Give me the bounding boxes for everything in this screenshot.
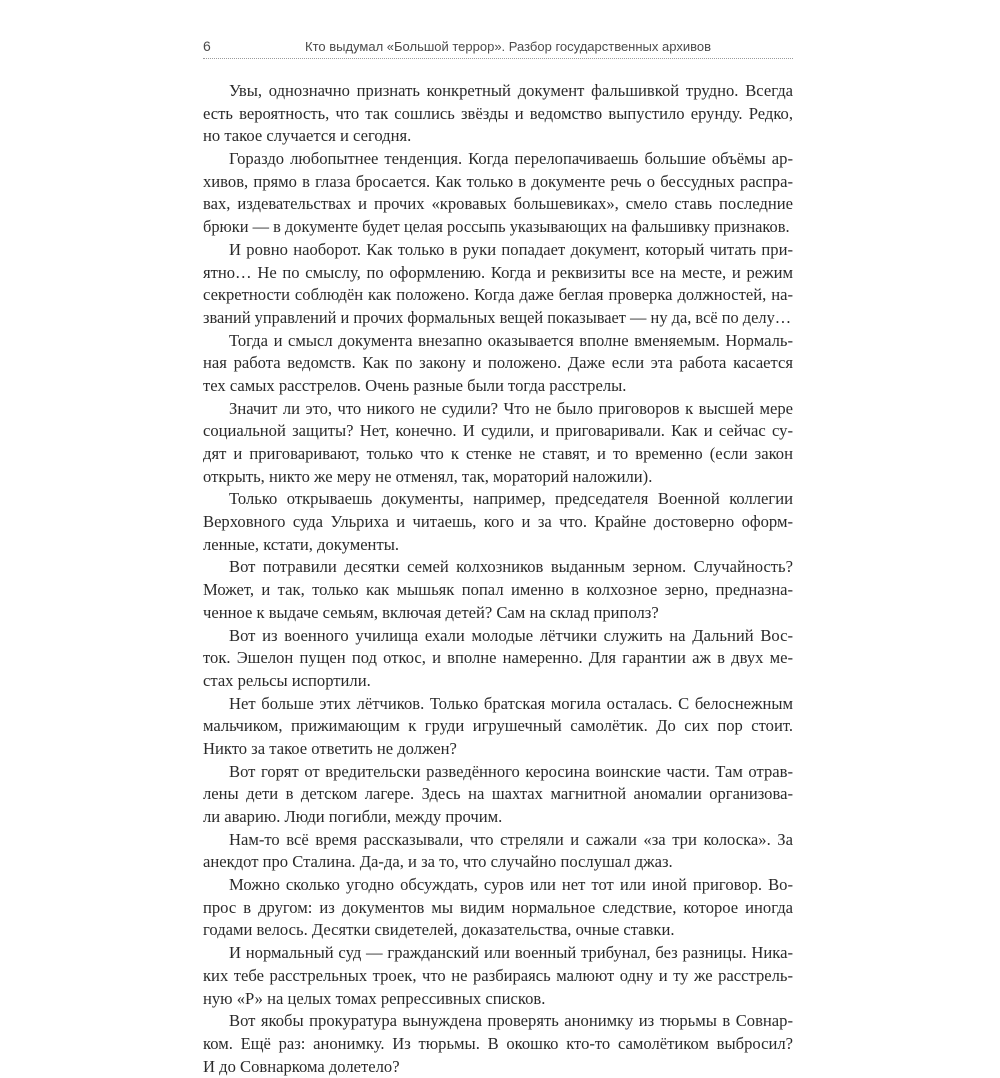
- page-number: 6: [203, 38, 211, 54]
- text-line: И нормальный суд — гражданский или военный трибунал, без разницы. Ника-: [229, 943, 793, 963]
- text-line: Никто за такое ответить не должен?: [203, 738, 457, 758]
- paragraph: [203, 80, 793, 148]
- text-line: Вот горят от вредительски разведённого керосина воинские части. Там отрав-: [229, 761, 793, 781]
- text-line: ленные, кстати, документы.: [203, 534, 399, 554]
- text-line: Верховного суда Ульриха и читаешь, кого и за что. Крайне достоверно оформ-: [203, 512, 793, 532]
- text-line: социальной защиты? Нет, конечно. И судили, и приговаривали. Как и сейчас су-: [203, 421, 793, 441]
- text-line: стах рельсы испортили.: [203, 670, 371, 690]
- text-line: брюки — в документе будет целая россыпь указывающих на фальшивку признаков.: [203, 217, 790, 237]
- text-line: Гораздо любопытнее тенденция. Когда перелопачиваешь большие объёмы ар-: [229, 149, 793, 169]
- text-line: Нам-то всё время рассказывали, что стреляли и сажали «за три колоска». За: [229, 829, 793, 849]
- text-line: Нет больше этих лётчиков. Только братская могила осталась. С белоснежным: [229, 693, 793, 713]
- text-line: Увы, однозначно признать конкретный документ фальшивкой трудно. Всегда: [229, 81, 793, 100]
- text-line: Можно сколько угодно обсуждать, суров или нет тот или иной приговор. Во-: [229, 875, 793, 895]
- paragraph: [203, 693, 793, 761]
- paragraph: [203, 625, 793, 693]
- text-line: дят и приговаривают, только что к стенке не ставят, и то временно (если закон: [203, 444, 793, 463]
- text-line: прос в другом: из документов мы видим нормальное следствие, которое иногда: [203, 897, 793, 917]
- text-line: Значит ли это, что никого не судили? Что не было приговоров к высшей мере: [229, 398, 793, 418]
- text-line: Может, и так, только как мышьяк попал именно в колхозное зерно, предназна-: [203, 580, 793, 600]
- running-header: [203, 36, 793, 59]
- text-line: хивов, прямо в глаза бросается. Как только в документе речь о бессудных распра-: [203, 171, 793, 191]
- text-line: ком. Ещё раз: анонимку. Из тюрьмы. В окошко кто-то самолётиком выбросил?: [203, 1033, 793, 1053]
- text-line: анекдот про Сталина. Да-да, и за то, что случайно послушал джаз.: [203, 852, 673, 872]
- paragraph: [203, 556, 793, 624]
- paragraph: [203, 874, 793, 942]
- text-line: есть вероятность, что так сошлись звёзды и ведомство выпустило ерунду. Редко,: [203, 103, 793, 123]
- paragraph: [203, 148, 793, 239]
- paragraph: [203, 398, 793, 489]
- text-line: ятно… Не по смыслу, по оформлению. Когда и реквизиты все на месте, и режим: [203, 262, 793, 282]
- text-line: секретности соблюдён как положено. Когда даже беглая проверка должностей, на-: [203, 285, 793, 305]
- text-line: Тогда и смысл документа внезапно оказывается вполне вменяемым. Нормаль-: [229, 330, 793, 350]
- text-line: Вот из военного училища ехали молодые лётчики служить на Дальний Вос-: [229, 625, 793, 645]
- text-line: годами велось. Десятки свидетелей, доказательства, очные ставки.: [203, 920, 675, 940]
- paragraph: [203, 829, 793, 874]
- paragraph: [203, 239, 793, 330]
- paragraph: [203, 330, 793, 398]
- text-line: но такое случается и сегодня.: [203, 126, 412, 146]
- text-line: тех самых расстрелов. Очень разные были тогда расстрелы.: [203, 375, 627, 395]
- text-line: ная работа ведомств. Как по закону и положено. Даже если эта работа касается: [203, 353, 793, 373]
- paragraph: [203, 761, 793, 829]
- text-line: И ровно наоборот. Как только в руки попадает документ, который читать при-: [229, 239, 793, 259]
- text-line: вах, издевательствах и прочих «кровавых большевиках», смело ставь последние: [203, 194, 793, 214]
- text-line: открыть, никто же меру не отменял, так, мораторий наложили).: [203, 466, 653, 486]
- text-line: Только открываешь документы, например, председателя Военной коллегии: [229, 489, 793, 509]
- text-line: мальчиком, прижимающим к груди игрушечный самолётик. До сих пор стоит.: [203, 716, 793, 736]
- running-title: Кто выдумал «Большой террор». Разбор государственных архивов: [305, 39, 711, 54]
- text-line: Вот потравили десятки семей колхозников выданным зерном. Случайность?: [229, 557, 793, 577]
- body-text: [203, 80, 793, 1078]
- text-line: званий управлений и прочих формальных вещей показывает — ну да, всё по делу…: [203, 307, 792, 327]
- paragraph: [203, 1010, 793, 1078]
- text-line: Вот якобы прокуратура вынуждена проверять анонимку из тюрьмы в Совнар-: [229, 1011, 793, 1031]
- text-line: ток. Эшелон пущен под откос, и вполне намеренно. Для гарантии аж в двух ме-: [203, 648, 793, 668]
- text-line: ченное к выдаче семьям, включая детей? Сам на склад приполз?: [203, 602, 659, 622]
- text-line: ких тебе расстрельных троек, что не разбираясь малюют одну и ту же расстрель-: [203, 965, 793, 985]
- text-line: ную «Р» на целых томах репрессивных списков.: [203, 988, 546, 1008]
- text-line: И до Совнаркома долетело?: [203, 1056, 400, 1076]
- text-line: ли аварию. Люди погибли, между прочим.: [203, 807, 503, 826]
- paragraph: [203, 488, 793, 556]
- text-line: лены дети в детском лагере. Здесь на шахтах магнитной аномалии организова-: [203, 784, 793, 804]
